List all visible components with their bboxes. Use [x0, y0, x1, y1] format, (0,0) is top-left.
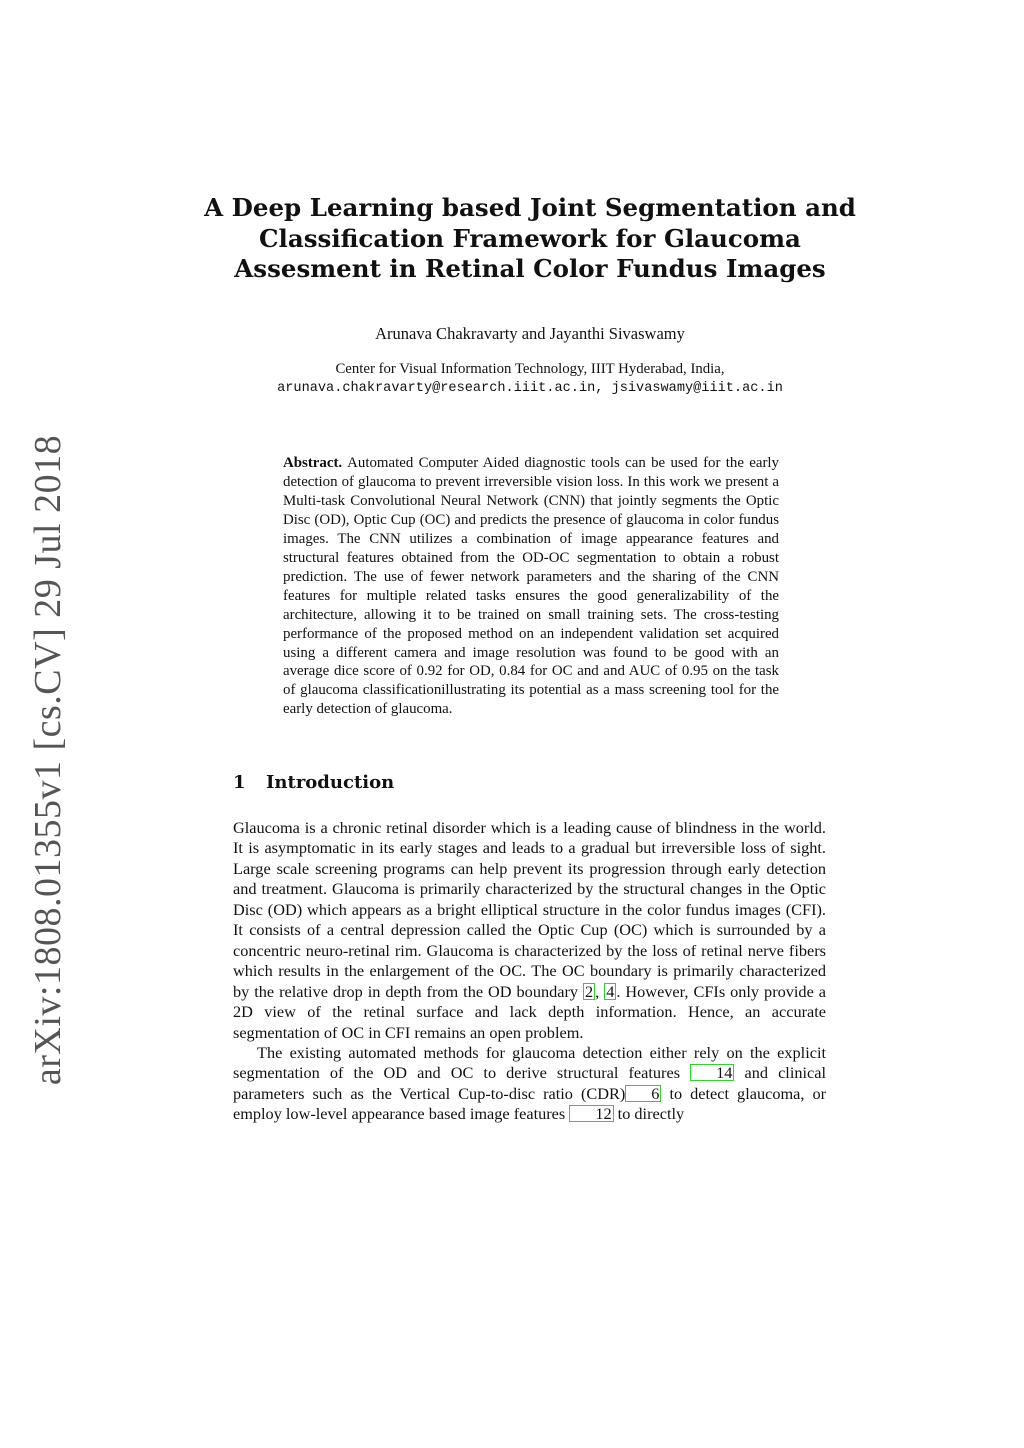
- introduction-body: [233, 818, 826, 1125]
- paragraph: [233, 818, 826, 1043]
- paper-title: [200, 193, 860, 285]
- section-title: Introduction: [266, 772, 395, 793]
- title-line: Assesment in Retinal Color Fundus Images: [234, 254, 826, 283]
- section-number: 1: [233, 772, 246, 793]
- abstract-text: Automated Computer Aided diagnostic tools can be used for the early detection of glaucoma to prevent irreversible vision loss. In this work we present a Multi-task Convolutional Neural Network (CNN) that jointly segments the Optic Disc (OD), Optic Cup (OC) and predicts the presence of glaucoma in color fundus images. The CNN utilizes a combination of image appearance features and structural features obtained from the OD-OC segmentation to obtain a robust prediction. The use of fewer network parameters and the sharing of the CNN features for multiple related tasks ensures the good generalizability of the architecture, allowing it to be trained on small training sets. The cross-testing performance of the proposed method on an independent validation set acquired using a different camera and image resolution was found to be good with an average dice score of 0.92 for OD, 0.84 for OC and and AUC of 0.95 on the task of glaucoma classificationillustrating its potential as a mass screening tool for the early detection of glaucoma.: [283, 455, 779, 718]
- arxiv-id-text: arXiv:1808.01355v1 [cs.CV] 29 Jul 2018: [27, 434, 69, 1086]
- paragraph-text: to directly: [613, 1104, 685, 1124]
- paragraph-text: Glaucoma is a chronic retinal disorder which is a leading cause of blindness in the world. It is asymptomatic in its early stages and leads to a gradual but irreversible loss of sight. Large scale screening programs can help prevent its progression through early detection and treatment. Glaucoma is primarily characterized by the structural changes in the Optic Disc (OD) which appears as a bright elliptical structure in the color fundus images (CFI). It consists of a central depression called the Optic Cup (OC) which is surrounded by a concentric neuro-retinal rim. Glaucoma is characterized by the loss of retinal nerve fibers which results in the enlargement of the OC. The OC boundary is primarily characterized by the relative drop in depth from the OD boundary: [233, 818, 826, 1001]
- author-emails: arunava.chakravarty@research.iiit.ac.in, jsivaswamy@iiit.ac.in: [277, 381, 783, 396]
- abstract: [283, 454, 779, 719]
- citation-link[interactable]: 14: [690, 1064, 734, 1081]
- paragraph-text: to detect glaucoma, or employ low-level appearance based image features: [233, 1083, 827, 1124]
- paragraph-text: and clinical parameters such as the Vertical Cup-to-disc ratio (CDR): [233, 1063, 826, 1103]
- abstract-label: Abstract.: [283, 455, 343, 471]
- title-line: A Deep Learning based Joint Segmentation and: [204, 193, 856, 222]
- affiliation: Center for Visual Information Technology, IIIT Hyderabad, India,: [335, 361, 725, 377]
- citation-link[interactable]: 2: [585, 981, 594, 1001]
- title-line: Classification Framework for Glaucoma: [259, 223, 801, 253]
- arxiv-side-identifier: [18, 434, 78, 1086]
- citation-link[interactable]: 4: [606, 981, 615, 1001]
- paragraph-text: The existing automated methods for glaucoma detection either rely on the explicit segmentation of the OD and OC to derive structural features: [233, 1042, 826, 1083]
- citation-link[interactable]: 12: [569, 1105, 613, 1122]
- paragraph-text: . However, CFIs only provide a 2D view of the retinal surface and lack depth information. Hence, an accurate segmentation of OC in CFI remains an open problem.: [233, 981, 826, 1042]
- paragraph: [233, 1043, 826, 1125]
- citation-link[interactable]: 6: [625, 1085, 661, 1102]
- authors: Arunava Chakravarty and Jayanthi Sivaswamy: [375, 324, 685, 343]
- section-heading: [233, 772, 394, 793]
- citation-separator: ,: [595, 981, 605, 1001]
